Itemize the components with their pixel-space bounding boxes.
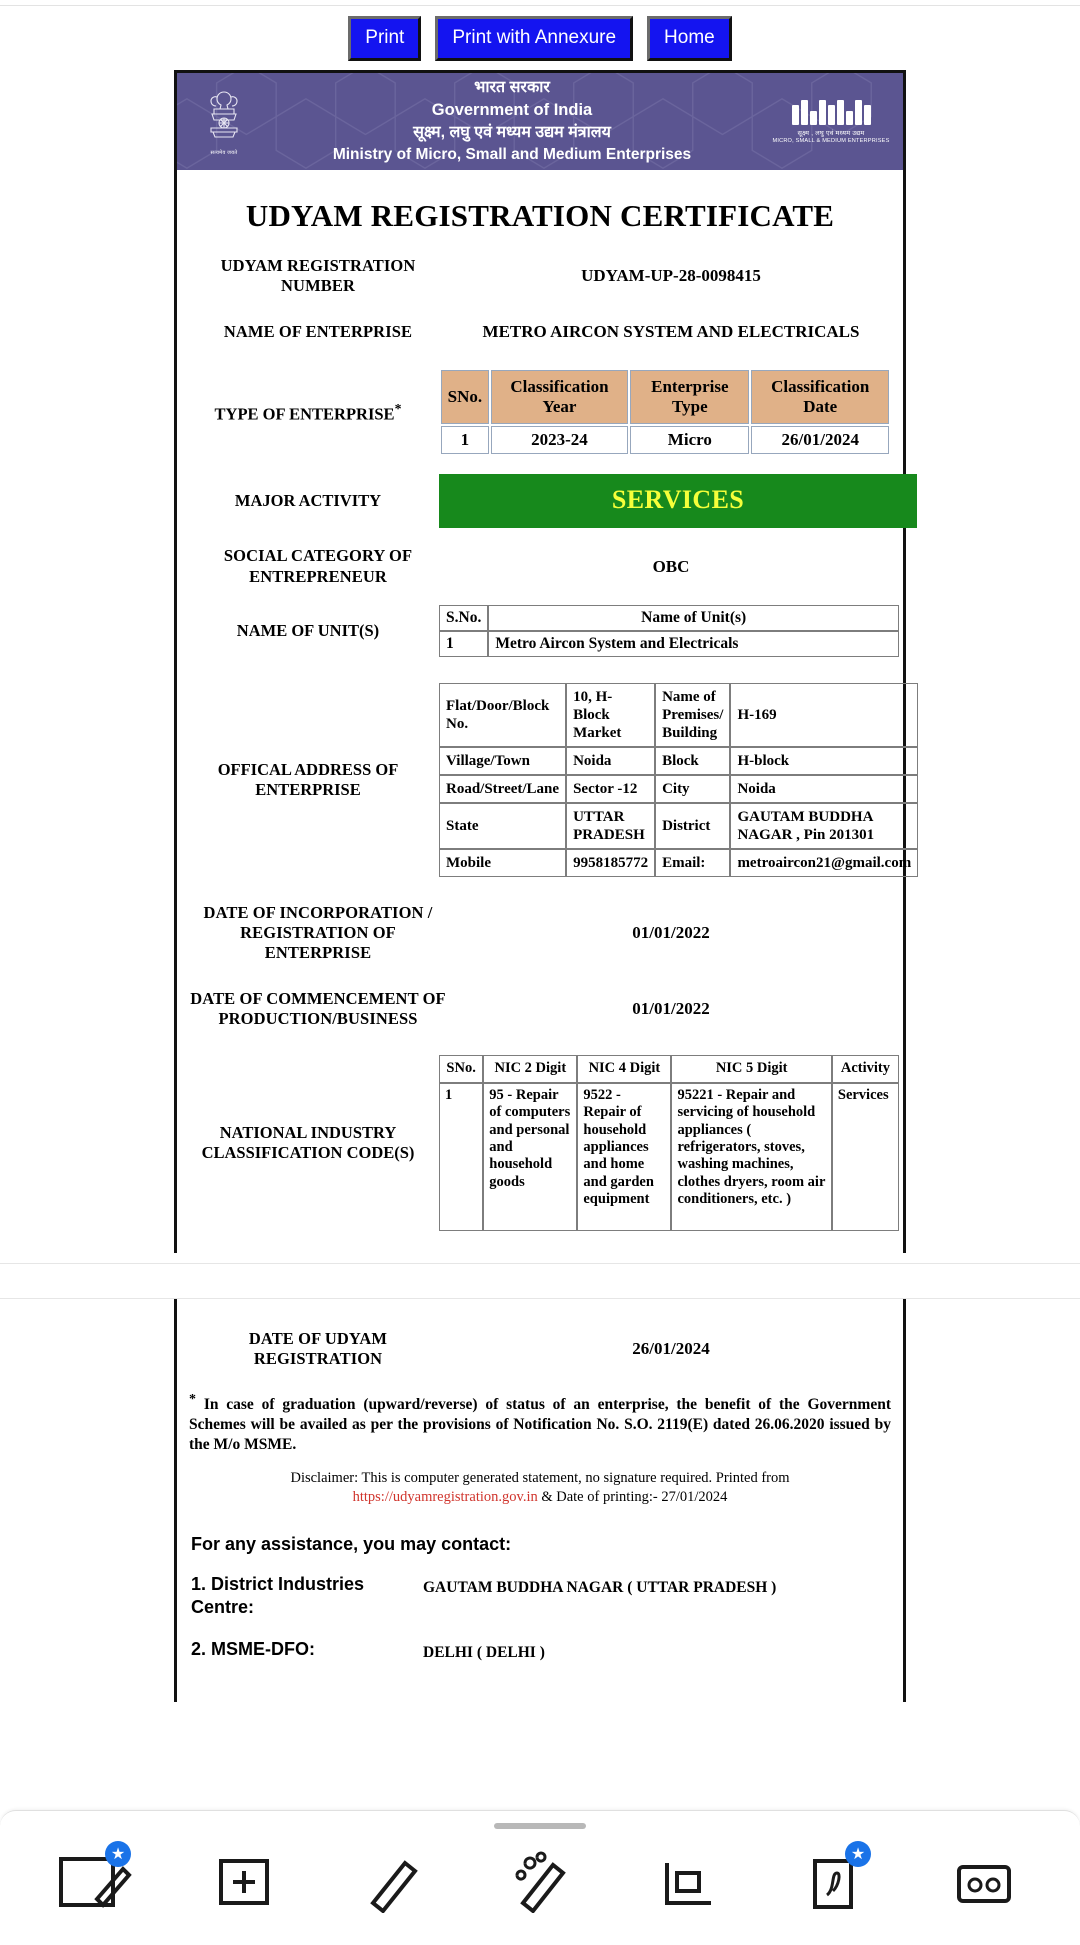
cell-unit-name: Metro Aircon System and Electricals — [488, 631, 899, 657]
eraser-icon — [503, 1849, 577, 1913]
cell-flat-label: Flat/Door/Block No. — [439, 683, 566, 747]
th-nic-5-digit: NIC 5 Digit — [671, 1055, 831, 1082]
field-date-of-udyam-registration — [177, 1329, 903, 1369]
banner-hindi-government: भारत सरकार — [474, 78, 550, 96]
classification-table — [439, 368, 891, 456]
table-header-row — [441, 370, 889, 424]
page-title: UDYAM REGISTRATION CERTIFICATE — [245, 198, 835, 233]
cell-premises-value: H-169 — [730, 683, 918, 747]
banner-text — [271, 77, 771, 167]
field-udyam-registration-number — [177, 256, 903, 296]
cell-district-label: District — [655, 803, 730, 849]
udyam-registration-link[interactable]: https://udyamregistration.gov.in — [352, 1489, 538, 1506]
value-date-of-incorporation: 01/01/2022 — [632, 922, 710, 942]
th-unit-sno: S.No. — [439, 605, 488, 631]
cell-mobile-value: 9958185772 — [566, 849, 655, 877]
field-date-of-incorporation — [177, 903, 903, 963]
th-classification-date: Classification Date — [751, 370, 889, 424]
table-row — [439, 803, 918, 849]
label-date-of-udyam-registration: DATE OF UDYAM REGISTRATION — [248, 1328, 388, 1368]
table-row — [439, 775, 918, 803]
field-major-activity — [177, 474, 903, 528]
annotation-toolbar — [0, 1810, 1080, 1945]
contact-district-industries-centre — [177, 1555, 903, 1620]
address-table — [439, 683, 918, 877]
label-official-address: OFFICAL ADDRESS OF ENTERPRISE — [217, 759, 399, 799]
msme-logo-hindi: सूक्ष्म , लघु एवं मध्यम उद्यम — [797, 129, 865, 137]
value-social-category: OBC — [652, 556, 690, 576]
highlighter-tool[interactable] — [355, 1849, 429, 1913]
contact-value-dfo: DELHI ( DELHI ) — [423, 1643, 545, 1661]
table-row — [439, 747, 918, 775]
label-type-of-enterprise — [177, 401, 439, 425]
assistance-heading: For any assistance, you may contact: — [191, 1533, 512, 1554]
national-emblem — [177, 87, 271, 156]
table-row — [439, 683, 918, 747]
value-date-of-udyam-registration: 26/01/2024 — [632, 1338, 710, 1358]
nic-table — [439, 1055, 899, 1230]
print-toolbar — [0, 6, 1080, 70]
cell-nic-activity: Services — [832, 1083, 899, 1231]
msme-logo-mark-icon — [771, 100, 891, 125]
label-nic-codes: NATIONAL INDUSTRY CLASSIFICATION CODE(S) — [201, 1122, 415, 1163]
government-banner — [177, 73, 903, 170]
label-type-of-enterprise-text: TYPE OF ENTERPRISE — [214, 404, 395, 424]
cell-classification-year: 2023-24 — [491, 426, 628, 454]
footnote-text: In case of graduation (upward/reverse) of status of an enterprise, the benefit of the Government Schemes will be availed as per the provisions of Notification No. S.O. 2119(E) dated 26.06.2020 issued by the M/o MSME. — [189, 1396, 891, 1453]
cell-mobile-label: Mobile — [439, 849, 566, 877]
cell-village-value: Noida — [566, 747, 655, 775]
pen-tool[interactable] — [59, 1846, 133, 1913]
table-row — [441, 426, 889, 454]
contact-value-dic: GAUTAM BUDDHA NAGAR ( UTTAR PRADESH ) — [423, 1578, 777, 1596]
banner-english-government: Government of India — [431, 100, 593, 119]
cell-email-value: metroaircon21@gmail.com — [730, 849, 918, 877]
cell-block-value: H-block — [730, 747, 918, 775]
th-sno: SNo. — [441, 370, 489, 424]
table-row — [439, 849, 918, 877]
cell-flat-value: 10, H-Block Market — [566, 683, 655, 747]
th-nic-sno: SNo. — [439, 1055, 483, 1082]
label-major-activity: MAJOR ACTIVITY — [234, 491, 382, 511]
label-date-of-commencement: DATE OF COMMENCEMENT OF PRODUCTION/BUSINESS — [190, 989, 446, 1029]
footnote-marker: * — [189, 1391, 196, 1407]
table-header-row — [439, 605, 899, 631]
cell-classification-date: 26/01/2024 — [751, 426, 889, 454]
stamp-tool[interactable] — [947, 1849, 1021, 1913]
page-break-separator — [0, 1263, 1080, 1299]
label-name-of-units: NAME OF UNIT(S) — [236, 620, 380, 640]
table-row — [439, 1083, 899, 1231]
home-button[interactable]: Home — [647, 16, 732, 61]
field-date-of-commencement — [177, 989, 903, 1029]
disclaimer-suffix: & Date of printing:- 27/01/2024 — [541, 1489, 728, 1506]
th-unit-name: Name of Unit(s) — [488, 605, 899, 631]
cell-nic-5-digit: 95221 - Repair and servicing of household appliances ( refrigerators, stoves, washing machines, clothes dryers, room air conditioners, etc. ) — [671, 1083, 831, 1231]
table-row — [439, 631, 899, 657]
cell-village-label: Village/Town — [439, 747, 566, 775]
contact-title-dfo: 2. MSME-DFO: — [191, 1638, 315, 1659]
field-official-address — [177, 683, 912, 877]
cell-block-label: Block — [655, 747, 730, 775]
th-nic-activity: Activity — [832, 1055, 899, 1082]
value-udyam-registration-number: UDYAM-UP-28-0098415 — [581, 266, 761, 286]
label-social-category: SOCIAL CATEGORY OF ENTREPRENEUR — [223, 546, 413, 586]
pencil-icon — [355, 1849, 429, 1913]
disclaimer-prefix: Disclaimer: This is computer generated statement, no signature required. Printed from — [290, 1469, 790, 1486]
label-udyam-registration-number: UDYAM REGISTRATION NUMBER — [220, 256, 416, 296]
pen-tool-badge: ★ — [105, 1841, 131, 1867]
field-nic-codes — [177, 1055, 903, 1230]
disclaimer — [177, 1455, 903, 1508]
certificate-page-2 — [174, 1299, 906, 1702]
th-nic-4-digit: NIC 4 Digit — [577, 1055, 671, 1082]
add-page-tool[interactable] — [207, 1849, 281, 1913]
msme-logo — [771, 100, 891, 144]
cell-nic-4-digit: 9522 - Repair of household appliances and home and garden equipment — [577, 1083, 671, 1231]
plus-square-icon — [207, 1849, 281, 1913]
emblem-motto: सत्यमेव जयते — [210, 151, 238, 156]
table-header-row — [439, 1055, 899, 1082]
certificate-page-1 — [174, 70, 912, 1253]
print-with-annexure-button[interactable]: Print with Annexure — [435, 16, 633, 61]
crop-shape-icon — [651, 1849, 725, 1913]
tool-row — [0, 1829, 1080, 1913]
field-social-category — [177, 546, 903, 586]
label-type-of-enterprise-asterisk: * — [394, 400, 402, 416]
field-type-of-enterprise — [177, 368, 903, 456]
th-enterprise-type: Enterprise Type — [630, 370, 749, 424]
label-name-of-enterprise: NAME OF ENTERPRISE — [223, 322, 413, 342]
banner-hindi-ministry: सूक्ष्म, लघु एवं मध्यम उद्यम मंत्रालय — [413, 123, 611, 141]
contact-title-dic: 1. District Industries Centre: — [191, 1573, 365, 1618]
cell-state-value: UTTAR PRADESH — [566, 803, 655, 849]
value-date-of-commencement: 01/01/2022 — [632, 999, 710, 1019]
cell-road-label: Road/Street/Lane — [439, 775, 566, 803]
cell-nic-2-digit: 95 - Repair of computers and personal and household goods — [483, 1083, 577, 1231]
eraser-tool[interactable] — [503, 1849, 577, 1913]
field-name-of-units — [177, 605, 903, 657]
cell-sno: 1 — [441, 426, 489, 454]
field-name-of-enterprise — [177, 322, 903, 342]
print-button[interactable]: Print — [348, 16, 421, 61]
stamp-icon — [947, 1849, 1021, 1913]
signature-tool[interactable] — [799, 1846, 873, 1913]
cell-unit-sno: 1 — [439, 631, 488, 657]
cell-enterprise-type: Micro — [630, 426, 749, 454]
cell-city-value: Noida — [730, 775, 918, 803]
cell-state-label: State — [439, 803, 566, 849]
cell-district-value: GAUTAM BUDDHA NAGAR , Pin 201301 — [730, 803, 918, 849]
th-classification-year: Classification Year — [491, 370, 628, 424]
label-date-of-incorporation: DATE OF INCORPORATION / REGISTRATION OF ENTERPRISE — [203, 902, 433, 962]
value-name-of-enterprise: METRO AIRCON SYSTEM AND ELECTRICALS — [482, 322, 860, 342]
units-table — [439, 605, 899, 657]
contact-msme-dfo — [177, 1620, 903, 1662]
ashoka-lion-capital-icon — [201, 87, 247, 149]
banner-english-ministry: Ministry of Micro, Small and Medium Enterprises — [332, 146, 692, 164]
value-major-activity: SERVICES — [439, 474, 917, 528]
cell-nic-sno: 1 — [439, 1083, 483, 1231]
msme-logo-english: MICRO, SMALL & MEDIUM ENTERPRISES — [772, 137, 890, 144]
cell-city-label: City — [655, 775, 730, 803]
th-nic-2-digit: NIC 2 Digit — [483, 1055, 577, 1082]
cell-road-value: Sector -12 — [566, 775, 655, 803]
cell-email-label: Email: — [655, 849, 730, 877]
graduation-footnote — [177, 1369, 903, 1455]
cell-premises-label: Name of Premises/ Building — [655, 683, 730, 747]
signature-tool-badge: ★ — [845, 1841, 871, 1867]
shape-tool[interactable] — [651, 1849, 725, 1913]
